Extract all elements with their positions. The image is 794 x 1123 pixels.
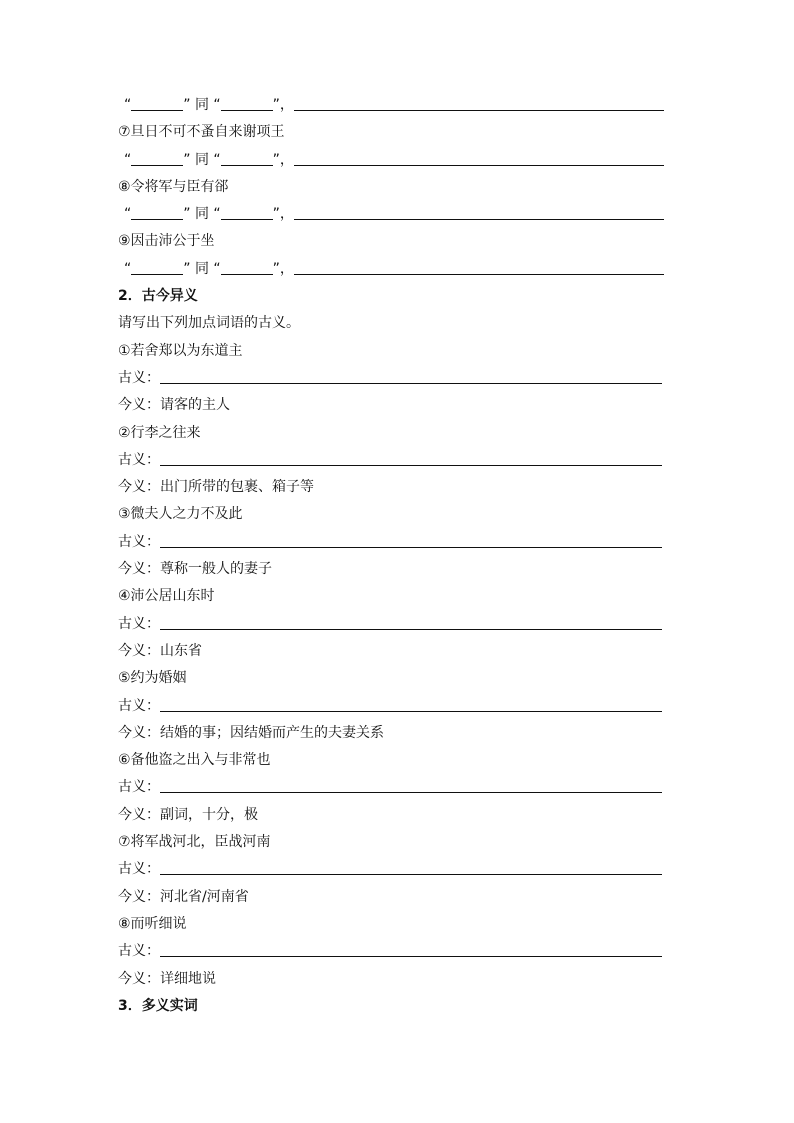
blank-gu-meaning[interactable] <box>160 939 662 957</box>
gu-label: 古义： <box>118 533 160 550</box>
gujin-sentence: ②行李之往来 <box>118 424 201 441</box>
blank-gu-meaning[interactable] <box>160 366 662 384</box>
blank-meaning[interactable] <box>294 148 664 166</box>
blank-gu-meaning[interactable] <box>160 530 662 548</box>
gujin-sentence: ④沛公居山东时 <box>118 588 215 605</box>
same-as-text: 同 <box>194 97 209 113</box>
blank-meaning[interactable] <box>294 202 664 220</box>
gu-label: 古义： <box>118 943 160 960</box>
jin-text: 河北省/河南省 <box>160 888 249 905</box>
section-title: 2．古今异义 <box>118 288 198 305</box>
jin-text: 结婚的事；因结婚而产生的夫妻关系 <box>160 724 384 741</box>
section-title: 3．多义实词 <box>118 997 198 1014</box>
gu-label: 古义： <box>118 697 160 714</box>
tongjia-sentence: ⑧令将军与臣有郤 <box>118 178 229 195</box>
tongjia-sentence: ⑦旦日不可不蚤自来谢项王 <box>118 124 285 141</box>
gujin-sentence: ⑤约为婚姻 <box>118 670 187 687</box>
same-as-text: 同 <box>194 206 209 223</box>
blank-gu-meaning[interactable] <box>160 694 662 712</box>
tongjia-answer-line: “ ” 同 “ ”， <box>118 147 678 174</box>
jin-line <box>118 884 678 911</box>
jin-line <box>118 556 678 583</box>
worksheet-page <box>118 92 678 1020</box>
same-as-text: 同 <box>194 151 209 168</box>
section-instruction: 请写出下列加点词语的古义。 <box>118 315 300 332</box>
gu-label: 古义： <box>118 615 160 632</box>
jin-text: 副词，十分，极 <box>160 806 258 823</box>
jin-label: 今义： <box>118 561 160 578</box>
gujin-sentence: ⑦将军战河北，臣战河南 <box>118 834 271 851</box>
gu-label: 古义： <box>118 779 160 796</box>
jin-label: 今义： <box>118 806 160 823</box>
blank-meaning[interactable] <box>294 93 664 111</box>
blank-tongjia-char[interactable] <box>221 148 273 166</box>
tongjia-answer-line: “ ” 同 “ ”， <box>118 201 678 228</box>
blank-original-char[interactable] <box>131 202 183 220</box>
gu-line <box>118 693 678 720</box>
jin-text: 山东省 <box>160 642 202 659</box>
jin-label: 今义： <box>118 724 160 741</box>
blank-original-char[interactable] <box>131 93 183 111</box>
gu-line <box>118 938 678 965</box>
gujin-sentence: ①若舍郑以为东道主 <box>118 342 243 359</box>
jin-line <box>118 392 678 419</box>
same-as-text: 同 <box>194 260 209 277</box>
tongjia-answer-line: “ ” 同 “ ”， <box>118 92 678 119</box>
jin-text: 详细地说 <box>160 970 216 987</box>
jin-line <box>118 802 678 829</box>
gu-line <box>118 774 678 801</box>
gu-label: 古义： <box>118 451 160 468</box>
gu-line <box>118 856 678 883</box>
blank-original-char[interactable] <box>131 148 183 166</box>
blank-gu-meaning[interactable] <box>160 857 662 875</box>
blank-tongjia-char[interactable] <box>221 257 273 275</box>
jin-label: 今义： <box>118 397 160 414</box>
gu-line <box>118 365 678 392</box>
tongjia-sentence: ⑨因击沛公于坐 <box>118 233 215 250</box>
tongjia-answer-line: “ ” 同 “ ”， <box>118 256 678 283</box>
jin-label: 今义： <box>118 970 160 987</box>
gu-label: 古义： <box>118 369 160 386</box>
jin-label: 今义： <box>118 479 160 496</box>
blank-gu-meaning[interactable] <box>160 612 662 630</box>
gujin-sentence: ③微夫人之力不及此 <box>118 506 243 523</box>
gu-line <box>118 529 678 556</box>
gujin-sentence: ⑧而听细说 <box>118 915 187 932</box>
jin-line <box>118 474 678 501</box>
gujin-sentence: ⑥备他盗之出入与非常也 <box>118 752 271 769</box>
jin-line <box>118 720 678 747</box>
blank-tongjia-char[interactable] <box>221 93 273 111</box>
jin-text: 出门所带的包裹、箱子等 <box>160 479 314 496</box>
jin-label: 今义： <box>118 642 160 659</box>
jin-line <box>118 966 678 993</box>
jin-line <box>118 638 678 665</box>
jin-text: 尊称一般人的妻子 <box>160 561 272 578</box>
jin-label: 今义： <box>118 888 160 905</box>
blank-original-char[interactable] <box>131 257 183 275</box>
blank-tongjia-char[interactable] <box>221 202 273 220</box>
jin-text: 请客的主人 <box>160 397 230 414</box>
gu-label: 古义： <box>118 861 160 878</box>
gu-line <box>118 447 678 474</box>
blank-gu-meaning[interactable] <box>160 448 662 466</box>
blank-gu-meaning[interactable] <box>160 775 662 793</box>
gu-line <box>118 611 678 638</box>
blank-meaning[interactable] <box>294 257 664 275</box>
